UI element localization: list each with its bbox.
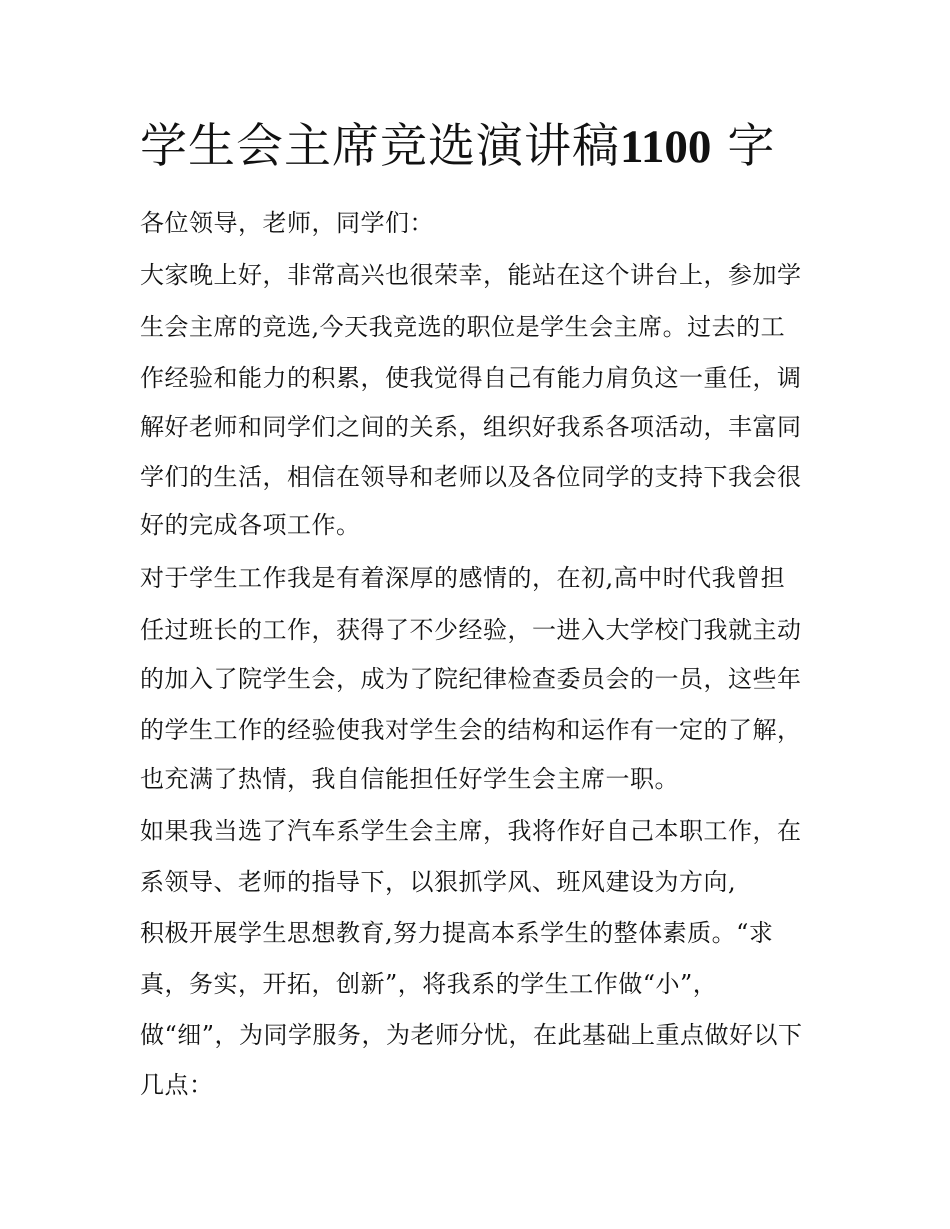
title-text: 学生会主席竞选演讲稿 xyxy=(140,119,620,174)
paragraph-line: 也充满了热情，我自信能担任好学生会主席一职。 xyxy=(140,765,679,793)
document-title xyxy=(140,112,840,182)
paragraph-line: 做“细”，为同学服务，为老师分忧，在此基础上重点做好以下 xyxy=(140,1021,803,1049)
greeting-line: 各位领导，老师，同学们： xyxy=(140,209,434,237)
paragraph-line: 作经验和能力的积累，使我觉得自己有能力肩负这一重任，调 xyxy=(140,364,802,392)
paragraph-line: 解好老师和同学们之间的关系，组织好我系各项活动，丰富同 xyxy=(140,413,802,441)
title-number: 1100 xyxy=(620,121,712,173)
paragraph-line: 如果我当选了汽车系学生会主席，我将作好自己本职工作，在 xyxy=(140,817,802,845)
paragraph-line: 大家晚上好，非常高兴也很荣幸，能站在这个讲台上，参加学 xyxy=(140,261,802,289)
paragraph-line: 好的完成各项工作。 xyxy=(140,511,361,539)
paragraph-line: 几点： xyxy=(140,1071,214,1099)
paragraph-line: 任过班长的工作，获得了不少经验，一进入大学校门我就主动 xyxy=(140,616,802,644)
paragraph-line: 生会主席的竞选,今天我竞选的职位是学生会主席。过去的工 xyxy=(140,313,786,341)
paragraph-line: 积极开展学生思想教育,努力提高本系学生的整体素质。“求 xyxy=(140,919,774,947)
title-suffix: 字 xyxy=(727,119,776,174)
paragraph-line: 对于学生工作我是有着深厚的感情的，在初,高中时代我曾担 xyxy=(140,564,786,592)
paragraph-line: 系领导、老师的指导下，以狠抓学风、班风建设为方向, xyxy=(140,868,737,896)
paragraph-line: 学们的生活，相信在领导和老师以及各位同学的支持下我会很 xyxy=(140,463,802,491)
paragraph-line: 的加入了院学生会，成为了院纪律检查委员会的一员，这些年 xyxy=(140,665,802,693)
paragraph-line: 的学生工作的经验使我对学生会的结构和运作有一定的了解， xyxy=(140,716,802,744)
paragraph-line: 真，务实，开拓，创新”，将我系的学生工作做“小”， xyxy=(140,970,718,998)
